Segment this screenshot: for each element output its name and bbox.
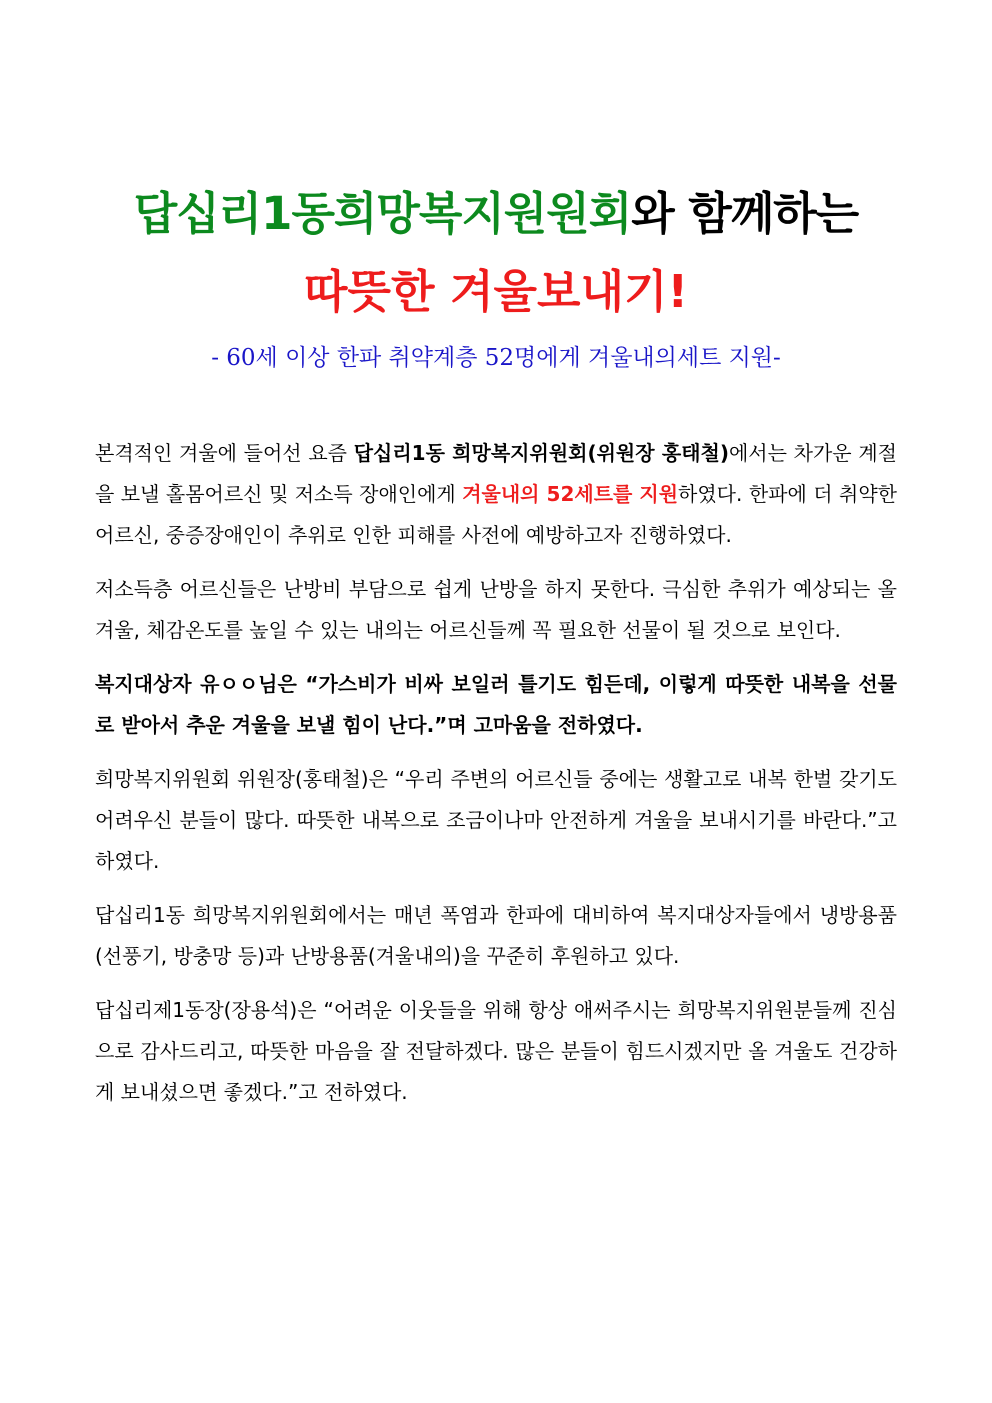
paragraph-1 <box>95 433 897 556</box>
paragraph-2: 저소득층 어르신들은 난방비 부담으로 쉽게 난방을 하지 못한다. 극심한 추위가 예상되는 올 겨울, 체감온도를 높일 수 있는 내의는 어르신들께 꼭 필요한 선물이 될 것으로 보인다. <box>95 577 897 642</box>
paragraph-5: 답십리1동 희망복지위원회에서는 매년 폭염과 한파에 대비하여 복지대상자들에서 냉방용품(선풍기, 방충망 등)과 난방용품(겨울내의)을 꾸준히 후원하고 있다. <box>95 903 897 968</box>
paragraph-1-text-a: 본격적인 겨울에 들어선 요즘 <box>95 441 354 465</box>
subtitle: - 60세 이상 한파 취약계층 52명에게 겨울내의세트 지원- <box>211 345 781 371</box>
paragraph-6: 답십리제1동장(장용석)은 “어려운 이웃들을 위해 항상 애써주시는 희망복지위원분들께 진심으로 감사드리고, 따뜻한 마음을 잘 전달하겠다. 많은 분들이 힘드시겠지만 올 겨울도 건강하게 보내셨으면 좋겠다.”고 전하였다. <box>95 998 897 1104</box>
headline-line-1 <box>0 184 992 244</box>
headline-line-2: 따뜻한 겨울보내기! <box>304 265 688 318</box>
article-body <box>95 433 897 1126</box>
paragraph-1-committee: 답십리1동 희망복지위원회(위원장 홍태철) <box>353 441 729 465</box>
paragraph-3-quote: 복지대상자 유ㅇㅇ님은 “가스비가 비싸 보일러 틀기도 힘든데, 이렇게 따뜻한 내복을 선물로 받아서 추운 겨울을 보낼 힘이 난다.”며 고마움을 전하였다. <box>95 672 897 737</box>
paragraph-1-highlight: 겨울내의 52세트를 지원 <box>462 482 679 506</box>
headline-together: 와 함께하는 <box>631 187 859 240</box>
paragraph-4: 희망복지위원회 위원장(홍태철)은 “우리 주변의 어르신들 중에는 생활고로 내복 한벌 갖기도 어려우신 분들이 많다. 따뜻한 내복으로 조금이나마 안전하게 겨울을 보내시기를 바란다.”고 하였다. <box>95 767 897 873</box>
paragraph-1-text-b: 에서는 차가운 계절을 보낼 홀몸어르신 및 저소득 장애인에게 <box>95 441 897 506</box>
headline-committee-name: 답십리1동희망복지원원회 <box>133 187 632 240</box>
paragraph-1-text-c: 하였다. 한파에 더 취약한 어르신, 중증장애인이 추위로 인한 피해를 사전에 예방하고자 진행하였다. <box>95 482 897 547</box>
